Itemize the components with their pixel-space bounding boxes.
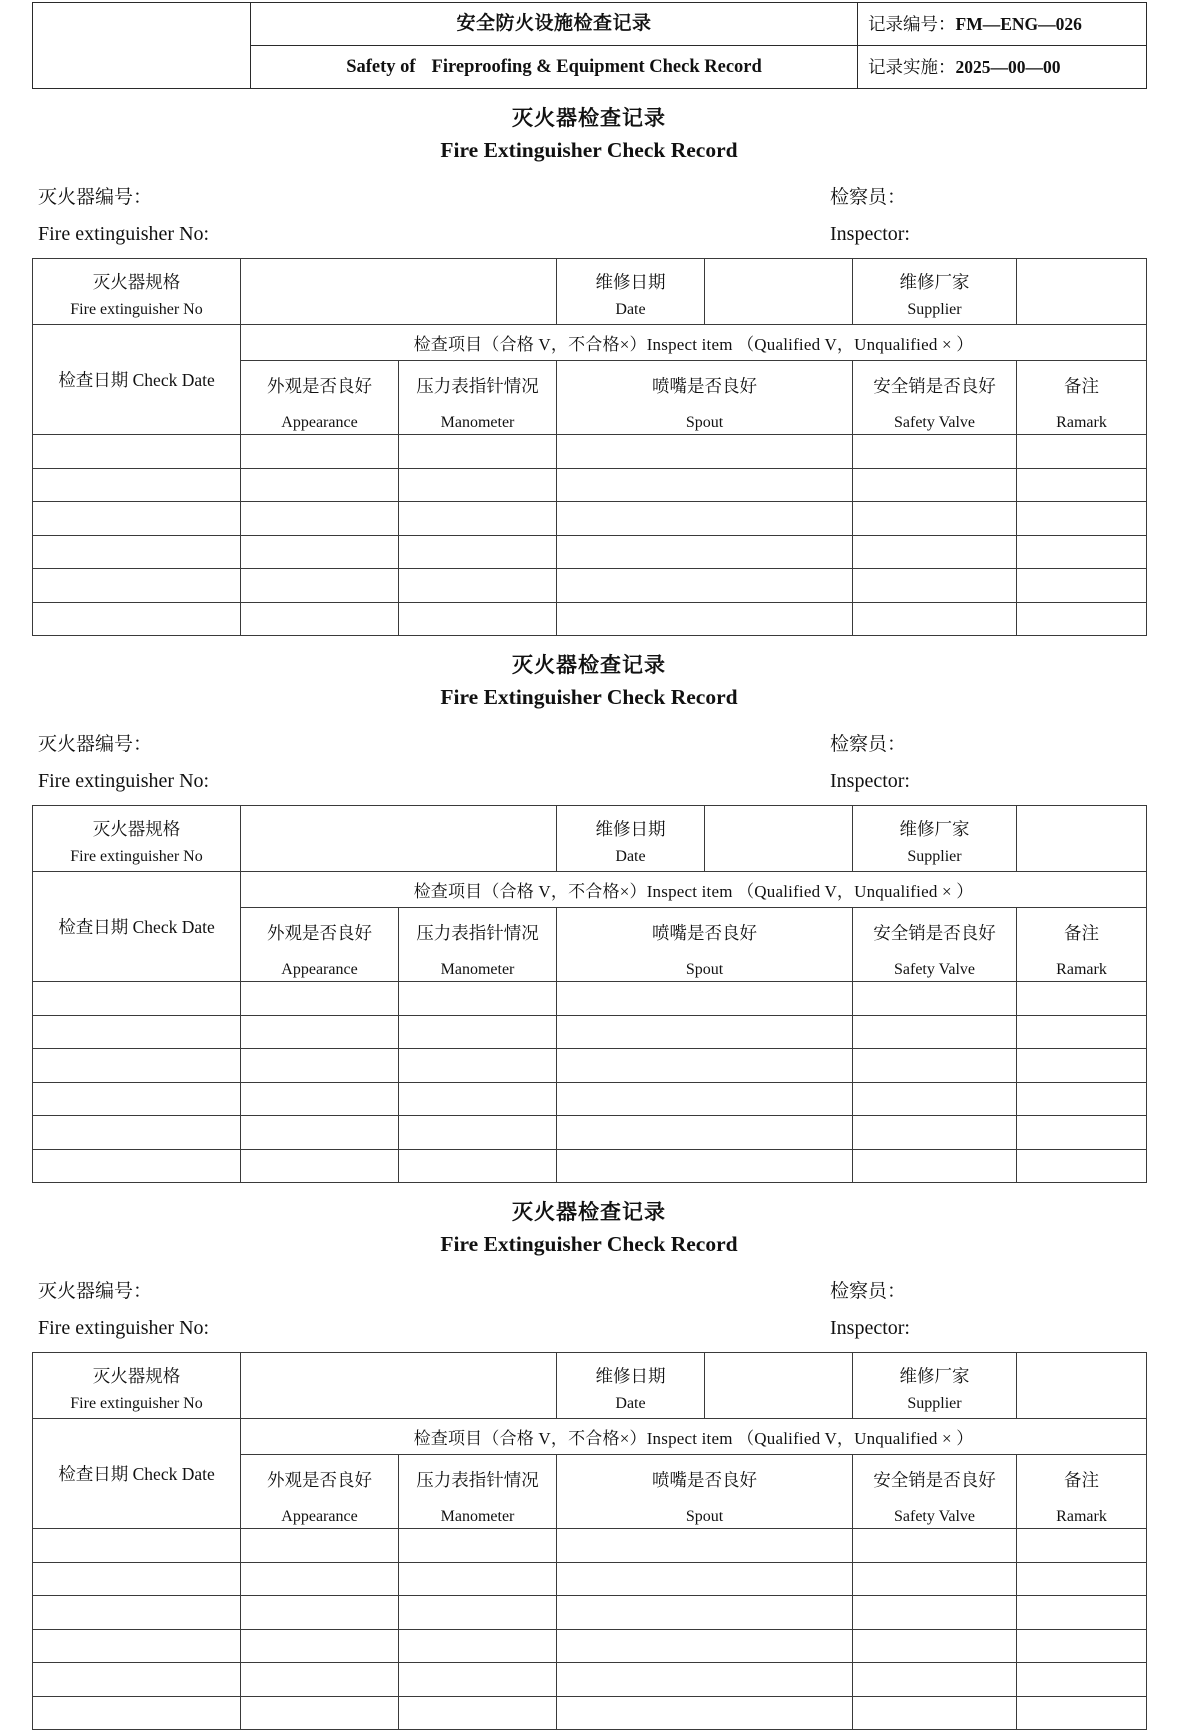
check-record-row[interactable] — [33, 435, 1147, 469]
cell-remark[interactable] — [1017, 1529, 1147, 1563]
cell-safety-valve[interactable] — [853, 1149, 1017, 1183]
cell-spout[interactable] — [557, 1149, 853, 1183]
header-row-1 — [33, 3, 1147, 46]
check-record-row[interactable] — [33, 1529, 1147, 1563]
cell-safety-valve[interactable] — [853, 435, 1017, 469]
cell-appearance[interactable] — [241, 1082, 399, 1116]
inspect-item-appearance-cn: 外观是否良好 — [267, 1470, 372, 1490]
cell-check-date[interactable] — [33, 1529, 241, 1563]
check-record-row[interactable] — [33, 1562, 1147, 1596]
date-value-cell[interactable] — [705, 259, 853, 325]
spec-label-cell — [33, 259, 241, 325]
cell-spout[interactable] — [557, 1629, 853, 1663]
identity-line-en — [32, 763, 1146, 799]
cell-appearance[interactable] — [241, 535, 399, 569]
identity-line-cn — [32, 727, 1146, 763]
inspector-label-en: Inspector: — [830, 770, 910, 792]
record-date-line — [858, 46, 1146, 88]
inspect-item-banner: 检查项目（合格 V，不合格×）Inspect item （Qualified V，Unqualified × ） — [241, 1419, 1147, 1455]
cell-remark[interactable] — [1017, 1015, 1147, 1049]
check-record-row[interactable] — [33, 1696, 1147, 1730]
check-record-row[interactable] — [33, 1663, 1147, 1697]
section-title-en: Fire Extinguisher Check Record — [440, 1232, 738, 1256]
record-no-value: FM—ENG—026 — [955, 14, 1082, 34]
date-label-en: Date — [615, 1395, 646, 1413]
cell-manometer[interactable] — [399, 468, 557, 502]
inspect-item-appearance-en: Appearance — [281, 1508, 358, 1525]
spec-label-en: Fire extinguisher No — [70, 1395, 203, 1413]
cell-safety-valve[interactable] — [853, 468, 1017, 502]
cell-appearance[interactable] — [241, 1629, 399, 1663]
cell-appearance[interactable] — [241, 1049, 399, 1083]
inspect-item-manometer-cn: 压力表指针情况 — [416, 376, 539, 396]
inspect-item-banner: 检查项目（合格 V，不合格×）Inspect item （Qualified V，Unqualified × ） — [241, 872, 1147, 908]
inspect-item-remark — [1017, 1455, 1147, 1529]
inspect-item-safety-valve — [853, 361, 1017, 435]
cell-spout[interactable] — [557, 1663, 853, 1697]
cell-spout[interactable] — [557, 502, 853, 536]
inspect-item-appearance-en: Appearance — [281, 414, 358, 431]
cell-manometer[interactable] — [399, 1529, 557, 1563]
record-date-value: 2025—00—00 — [955, 57, 1061, 77]
inspect-item-banner: 检查项目（合格 V，不合格×）Inspect item （Qualified V，Unqualified × ） — [241, 325, 1147, 361]
inspect-item-safety-valve-en: Safety Valve — [893, 1508, 975, 1525]
spec-label-cell — [33, 1353, 241, 1419]
cell-spout[interactable] — [557, 535, 853, 569]
inspect-item-spout-cn: 喷嘴是否良好 — [652, 1470, 757, 1490]
cell-spout[interactable] — [557, 1082, 853, 1116]
cell-check-date[interactable] — [33, 1663, 241, 1697]
cell-remark[interactable] — [1017, 982, 1147, 1016]
cell-manometer[interactable] — [399, 1082, 557, 1116]
spec-row — [33, 806, 1147, 872]
section-title-en: Fire Extinguisher Check Record — [440, 685, 738, 709]
inspect-item-manometer-en: Manometer — [440, 1508, 515, 1525]
spec-label-cn: 灭火器规格 — [92, 271, 181, 292]
inspect-item-manometer-en: Manometer — [440, 961, 515, 978]
cell-appearance[interactable] — [241, 1149, 399, 1183]
check-record-row[interactable] — [33, 982, 1147, 1016]
check-date-header-cell: 检查日期 Check Date — [33, 872, 241, 982]
cell-check-date[interactable] — [33, 569, 241, 603]
cell-safety-valve[interactable] — [853, 1629, 1017, 1663]
cell-remark[interactable] — [1017, 435, 1147, 469]
spec-value-cell[interactable] — [241, 259, 557, 325]
inspect-item-appearance — [241, 361, 399, 435]
cell-spout[interactable] — [557, 468, 853, 502]
inspect-item-spout-cn: 喷嘴是否良好 — [652, 376, 757, 396]
spec-label-en: Fire extinguisher No — [70, 848, 203, 866]
spec-label-en: Fire extinguisher No — [70, 301, 203, 319]
cell-remark[interactable] — [1017, 1696, 1147, 1730]
identity-line-cn — [32, 1274, 1146, 1310]
cell-appearance[interactable] — [241, 602, 399, 636]
cell-spout[interactable] — [557, 1529, 853, 1563]
supplier-value-cell[interactable] — [1017, 259, 1147, 325]
cell-appearance[interactable] — [241, 435, 399, 469]
inspect-item-manometer — [399, 1455, 557, 1529]
cell-check-date[interactable] — [33, 468, 241, 502]
inspect-item-appearance — [241, 1455, 399, 1529]
cell-check-date[interactable] — [33, 1629, 241, 1663]
header-title-en-prefix: Safety of — [346, 57, 416, 77]
cell-safety-valve[interactable] — [853, 502, 1017, 536]
inspect-item-remark-en: Ramark — [1056, 961, 1107, 978]
inspect-item-appearance — [241, 908, 399, 982]
inspect-item-spout — [557, 1455, 853, 1529]
inspect-item-safety-valve — [853, 1455, 1017, 1529]
check-record-row[interactable] — [33, 1049, 1147, 1083]
extinguisher-no-label-cn: 灭火器编号： — [38, 1281, 153, 1302]
cell-appearance[interactable] — [241, 1663, 399, 1697]
cell-manometer[interactable] — [399, 1696, 557, 1730]
extinguisher-no-label-en: Fire extinguisher No: — [38, 223, 210, 245]
cell-spout[interactable] — [557, 1596, 853, 1630]
cell-appearance[interactable] — [241, 502, 399, 536]
supplier-label-cell — [853, 1353, 1017, 1419]
header-record-date-cell — [858, 46, 1147, 89]
extinguisher-no-label-en: Fire extinguisher No: — [38, 770, 210, 792]
date-label-cn: 维修日期 — [595, 1365, 666, 1386]
check-record-row[interactable] — [33, 569, 1147, 603]
header-title-en-cell — [251, 46, 858, 89]
cell-safety-valve[interactable] — [853, 1015, 1017, 1049]
date-label-cell — [557, 1353, 705, 1419]
header-title-cn: 安全防火设施检查记录 — [456, 13, 652, 34]
cell-safety-valve[interactable] — [853, 1116, 1017, 1150]
inspect-item-manometer — [399, 908, 557, 982]
inspect-item-spout-en: Spout — [685, 1508, 724, 1525]
check-record-row[interactable] — [33, 535, 1147, 569]
inspector-label-cn: 检察员： — [830, 1281, 907, 1302]
cell-manometer[interactable] — [399, 1663, 557, 1697]
inspect-item-manometer-cn: 压力表指针情况 — [416, 1470, 539, 1490]
cell-manometer[interactable] — [399, 502, 557, 536]
inspect-item-manometer — [399, 361, 557, 435]
spec-label-cell — [33, 806, 241, 872]
cell-remark[interactable] — [1017, 602, 1147, 636]
spec-row — [33, 1353, 1147, 1419]
check-record-table — [32, 1352, 1147, 1730]
cell-check-date[interactable] — [33, 1596, 241, 1630]
inspect-item-spout — [557, 361, 853, 435]
cell-spout[interactable] — [557, 569, 853, 603]
cell-appearance[interactable] — [241, 1015, 399, 1049]
cell-manometer[interactable] — [399, 1596, 557, 1630]
inspect-item-remark-en: Ramark — [1056, 1508, 1107, 1525]
cell-safety-valve[interactable] — [853, 1663, 1017, 1697]
record-date-label: 记录实施： — [868, 57, 956, 77]
inspect-item-safety-valve-cn: 安全销是否良好 — [873, 376, 996, 396]
fire-extinguisher-check-section — [32, 650, 1146, 1183]
cell-remark[interactable] — [1017, 468, 1147, 502]
cell-remark[interactable] — [1017, 1149, 1147, 1183]
inspect-item-safety-valve-cn: 安全销是否良好 — [873, 1470, 996, 1490]
document-header-table — [32, 2, 1147, 89]
inspect-item-spout-cn: 喷嘴是否良好 — [652, 923, 757, 943]
cell-spout[interactable] — [557, 1696, 853, 1730]
cell-check-date[interactable] — [33, 1049, 241, 1083]
supplier-label-en: Supplier — [907, 301, 962, 319]
cell-spout[interactable] — [557, 435, 853, 469]
cell-manometer[interactable] — [399, 602, 557, 636]
cell-check-date[interactable] — [33, 502, 241, 536]
check-record-row[interactable] — [33, 602, 1147, 636]
cell-appearance[interactable] — [241, 1596, 399, 1630]
check-record-row[interactable] — [33, 1149, 1147, 1183]
check-record-row[interactable] — [33, 1116, 1147, 1150]
cell-manometer[interactable] — [399, 1629, 557, 1663]
section-title-en: Fire Extinguisher Check Record — [440, 138, 738, 162]
inspect-item-remark-en: Ramark — [1056, 414, 1107, 431]
cell-spout[interactable] — [557, 1562, 853, 1596]
inspect-item-spout-en: Spout — [685, 961, 724, 978]
cell-manometer[interactable] — [399, 1049, 557, 1083]
cell-safety-valve[interactable] — [853, 1049, 1017, 1083]
supplier-label-cn: 维修厂家 — [899, 1365, 970, 1386]
inspect-item-appearance-cn: 外观是否良好 — [267, 923, 372, 943]
record-no-label: 记录编号： — [868, 14, 956, 34]
section-title-cn: 灭火器检查记录 — [512, 106, 666, 130]
check-record-row[interactable] — [33, 1015, 1147, 1049]
cell-manometer[interactable] — [399, 1015, 557, 1049]
header-title-cn-cell — [251, 3, 858, 46]
cell-spout[interactable] — [557, 1116, 853, 1150]
cell-spout[interactable] — [557, 602, 853, 636]
cell-appearance[interactable] — [241, 1529, 399, 1563]
identity-line-cn — [32, 180, 1146, 216]
cell-appearance[interactable] — [241, 982, 399, 1016]
cell-check-date[interactable] — [33, 1082, 241, 1116]
inspect-item-manometer-cn: 压力表指针情况 — [416, 923, 539, 943]
cell-safety-valve[interactable] — [853, 1082, 1017, 1116]
inspect-item-manometer-en: Manometer — [440, 414, 515, 431]
cell-safety-valve[interactable] — [853, 602, 1017, 636]
cell-remark[interactable] — [1017, 1082, 1147, 1116]
inspect-item-safety-valve-cn: 安全销是否良好 — [873, 923, 996, 943]
cell-remark[interactable] — [1017, 502, 1147, 536]
cell-remark[interactable] — [1017, 1596, 1147, 1630]
cell-remark[interactable] — [1017, 535, 1147, 569]
inspect-item-appearance-en: Appearance — [281, 961, 358, 978]
cell-appearance[interactable] — [241, 1562, 399, 1596]
inspect-item-spout-en: Spout — [685, 414, 724, 431]
inspect-item-remark-cn: 备注 — [1064, 923, 1099, 943]
inspect-item-safety-valve-en: Safety Valve — [893, 961, 975, 978]
spec-value-cell[interactable] — [241, 1353, 557, 1419]
supplier-label-cn: 维修厂家 — [899, 271, 970, 292]
cell-check-date[interactable] — [33, 435, 241, 469]
cell-check-date[interactable] — [33, 1562, 241, 1596]
inspect-item-remark-cn: 备注 — [1064, 1470, 1099, 1490]
inspect-banner-row — [33, 1419, 1147, 1455]
check-record-row[interactable] — [33, 1082, 1147, 1116]
cell-spout[interactable] — [557, 1049, 853, 1083]
cell-remark[interactable] — [1017, 1562, 1147, 1596]
cell-appearance[interactable] — [241, 1696, 399, 1730]
cell-check-date[interactable] — [33, 1015, 241, 1049]
inspector-label-cn: 检察员： — [830, 734, 907, 755]
cell-check-date[interactable] — [33, 1696, 241, 1730]
check-record-row[interactable] — [33, 1629, 1147, 1663]
check-record-row[interactable] — [33, 468, 1147, 502]
cell-appearance[interactable] — [241, 1116, 399, 1150]
document-page — [0, 2, 1178, 1730]
cell-safety-valve[interactable] — [853, 1696, 1017, 1730]
supplier-label-en: Supplier — [907, 1395, 962, 1413]
section-title-cn: 灭火器检查记录 — [512, 1200, 666, 1224]
fire-extinguisher-check-section — [32, 103, 1146, 636]
cell-safety-valve[interactable] — [853, 1596, 1017, 1630]
cell-safety-valve[interactable] — [853, 569, 1017, 603]
inspector-label-en: Inspector: — [830, 1317, 910, 1339]
cell-check-date[interactable] — [33, 982, 241, 1016]
cell-safety-valve[interactable] — [853, 1562, 1017, 1596]
identity-line-en — [32, 216, 1146, 252]
cell-check-date[interactable] — [33, 1116, 241, 1150]
cell-manometer[interactable] — [399, 1562, 557, 1596]
check-record-row[interactable] — [33, 502, 1147, 536]
inspect-item-remark — [1017, 908, 1147, 982]
inspect-item-safety-valve-en: Safety Valve — [893, 414, 975, 431]
cell-manometer[interactable] — [399, 535, 557, 569]
inspect-item-safety-valve — [853, 908, 1017, 982]
supplier-label-en: Supplier — [907, 848, 962, 866]
check-record-table — [32, 258, 1147, 636]
date-value-cell[interactable] — [705, 1353, 853, 1419]
header-title-en-main: Fireproofing & Equipment Check Record — [431, 57, 762, 77]
header-logo-cell — [33, 3, 251, 89]
supplier-label-cn: 维修厂家 — [899, 818, 970, 839]
header-title-en — [251, 47, 857, 87]
cell-check-date[interactable] — [33, 1149, 241, 1183]
spec-row — [33, 259, 1147, 325]
cell-manometer[interactable] — [399, 569, 557, 603]
supplier-value-cell[interactable] — [1017, 806, 1147, 872]
supplier-value-cell[interactable] — [1017, 1353, 1147, 1419]
record-no-line — [858, 3, 1146, 45]
check-date-header-cell: 检查日期 Check Date — [33, 325, 241, 435]
inspect-banner-row — [33, 325, 1147, 361]
cell-safety-valve[interactable] — [853, 535, 1017, 569]
inspect-item-appearance-cn: 外观是否良好 — [267, 376, 372, 396]
supplier-label-cell — [853, 259, 1017, 325]
section-title-cn: 灭火器检查记录 — [512, 653, 666, 677]
date-label-cell — [557, 806, 705, 872]
extinguisher-no-label-cn: 灭火器编号： — [38, 734, 153, 755]
sections-container — [32, 103, 1146, 1730]
check-record-table — [32, 805, 1147, 1183]
cell-appearance[interactable] — [241, 468, 399, 502]
date-label-cell — [557, 259, 705, 325]
cell-safety-valve[interactable] — [853, 982, 1017, 1016]
cell-remark[interactable] — [1017, 1663, 1147, 1697]
inspect-banner-row — [33, 872, 1147, 908]
spec-label-cn: 灭火器规格 — [92, 818, 181, 839]
check-record-row[interactable] — [33, 1596, 1147, 1630]
cell-manometer[interactable] — [399, 1116, 557, 1150]
cell-manometer[interactable] — [399, 1149, 557, 1183]
date-value-cell[interactable] — [705, 806, 853, 872]
cell-remark[interactable] — [1017, 1049, 1147, 1083]
inspect-item-remark-cn: 备注 — [1064, 376, 1099, 396]
check-date-header-cell: 检查日期 Check Date — [33, 1419, 241, 1529]
cell-remark[interactable] — [1017, 1629, 1147, 1663]
date-label-cn: 维修日期 — [595, 271, 666, 292]
spec-label-cn: 灭火器规格 — [92, 1365, 181, 1386]
cell-spout[interactable] — [557, 1015, 853, 1049]
date-label-en: Date — [615, 301, 646, 319]
supplier-label-cell — [853, 806, 1017, 872]
date-label-en: Date — [615, 848, 646, 866]
cell-appearance[interactable] — [241, 569, 399, 603]
inspector-label-cn: 检察员： — [830, 187, 907, 208]
cell-manometer[interactable] — [399, 982, 557, 1016]
date-label-cn: 维修日期 — [595, 818, 666, 839]
extinguisher-no-label-cn: 灭火器编号： — [38, 187, 153, 208]
cell-check-date[interactable] — [33, 535, 241, 569]
cell-check-date[interactable] — [33, 602, 241, 636]
inspect-item-remark — [1017, 361, 1147, 435]
cell-manometer[interactable] — [399, 435, 557, 469]
fire-extinguisher-check-section — [32, 1197, 1146, 1730]
cell-spout[interactable] — [557, 982, 853, 1016]
cell-safety-valve[interactable] — [853, 1529, 1017, 1563]
identity-line-en — [32, 1310, 1146, 1346]
inspect-item-spout — [557, 908, 853, 982]
cell-remark[interactable] — [1017, 1116, 1147, 1150]
header-record-no-cell — [858, 3, 1147, 46]
spec-value-cell[interactable] — [241, 806, 557, 872]
inspector-label-en: Inspector: — [830, 223, 910, 245]
extinguisher-no-label-en: Fire extinguisher No: — [38, 1317, 210, 1339]
cell-remark[interactable] — [1017, 569, 1147, 603]
